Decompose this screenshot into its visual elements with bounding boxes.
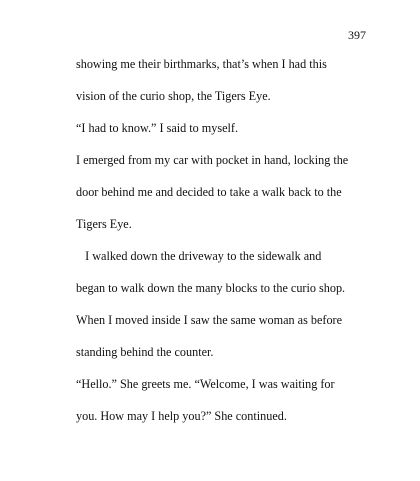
text-line: I walked down the driveway to the sidewalk and: [76, 249, 322, 263]
text-line: standing behind the counter.: [76, 345, 214, 359]
text-line: door behind me and decided to take a walk back to the: [76, 185, 342, 199]
page-number: 397: [348, 28, 366, 42]
text-line: I emerged from my car with pocket in hand, locking the: [76, 153, 349, 167]
text-line: vision of the curio shop, the Tigers Eye.: [76, 89, 271, 103]
text-line: began to walk down the many blocks to the curio shop.: [76, 281, 346, 295]
body-text: [76, 57, 376, 441]
text-line: showing me their birthmarks, that’s when I had this: [76, 57, 327, 71]
text-line: you. How may I help you?” She continued.: [76, 409, 287, 423]
text-line: “I had to know.” I said to myself.: [76, 121, 239, 135]
text-line: Tigers Eye.: [76, 217, 132, 231]
text-line: When I moved inside I saw the same woman as before: [76, 313, 343, 327]
text-line: “Hello.” She greets me. “Welcome, I was waiting for: [76, 377, 335, 391]
